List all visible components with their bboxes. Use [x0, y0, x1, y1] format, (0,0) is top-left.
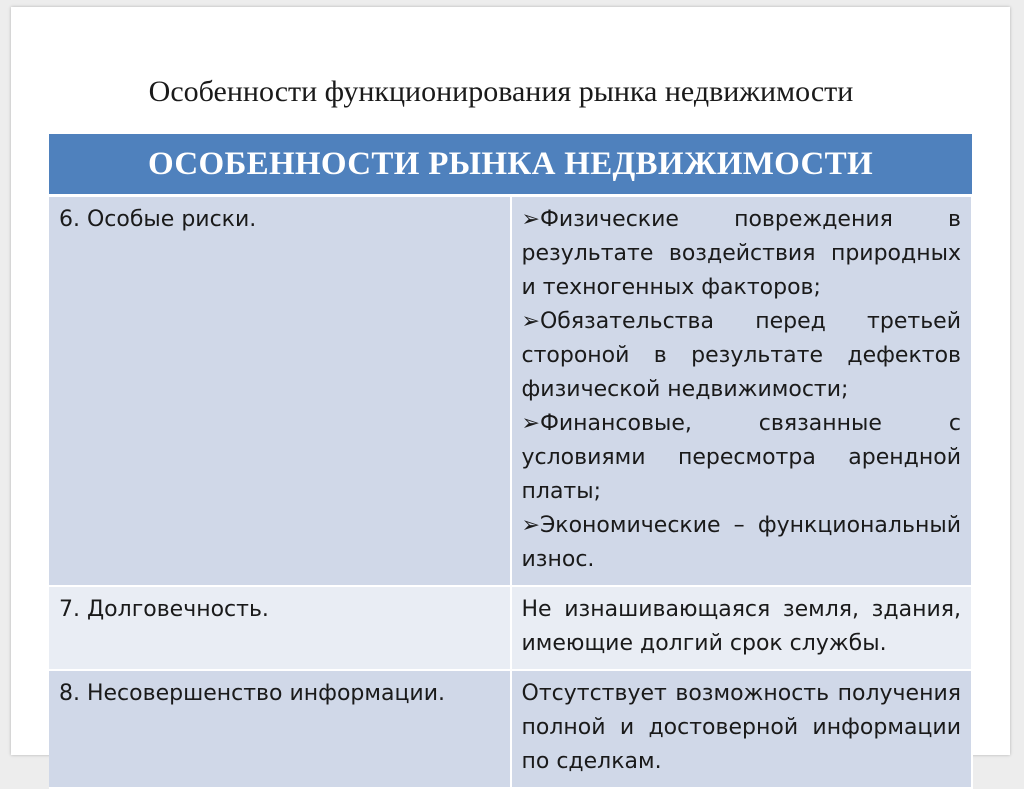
table-header-row — [49, 134, 972, 196]
arrow-bullet-icon: ➢ — [521, 309, 540, 334]
list-item-text: Обязательства перед третьей стороной в результате дефектов физической недвижимости; — [521, 309, 961, 402]
table-header: ОСОБЕННОСТИ РЫНКА НЕДВИЖИМОСТИ — [49, 134, 972, 196]
list-item-text: Финансовые, связанные с условиями пересмотра арендной платы; — [521, 411, 961, 504]
feature-name: 8. Несовершенство информации. — [49, 670, 511, 788]
arrow-bullet-icon: ➢ — [521, 513, 540, 538]
features-table — [49, 134, 973, 789]
feature-description: Отсутствует возможность получения полной и достоверной информации по сделкам. — [511, 670, 973, 788]
list-item-text: Физические повреждения в результате воздействия природных и техногенных факторов; — [521, 207, 961, 300]
table-row — [49, 586, 972, 670]
slide-title: Особенности функционирования рынка недвижимости — [148, 75, 854, 108]
feature-description: Не изнашивающаяся земля, здания, имеющие долгий срок службы. — [511, 586, 973, 670]
arrow-bullet-icon: ➢ — [521, 207, 540, 232]
list-item — [522, 509, 962, 577]
table-row — [49, 670, 972, 788]
list-item-text: Экономические – функциональный износ. — [521, 513, 961, 572]
list-item — [522, 203, 962, 305]
table-row — [49, 196, 972, 587]
feature-name: 7. Долговечность. — [49, 586, 511, 670]
list-item — [522, 407, 962, 509]
feature-name: 6. Особые риски. — [49, 196, 511, 587]
list-item — [522, 305, 962, 407]
arrow-bullet-icon: ➢ — [521, 411, 540, 436]
feature-description — [511, 196, 973, 587]
